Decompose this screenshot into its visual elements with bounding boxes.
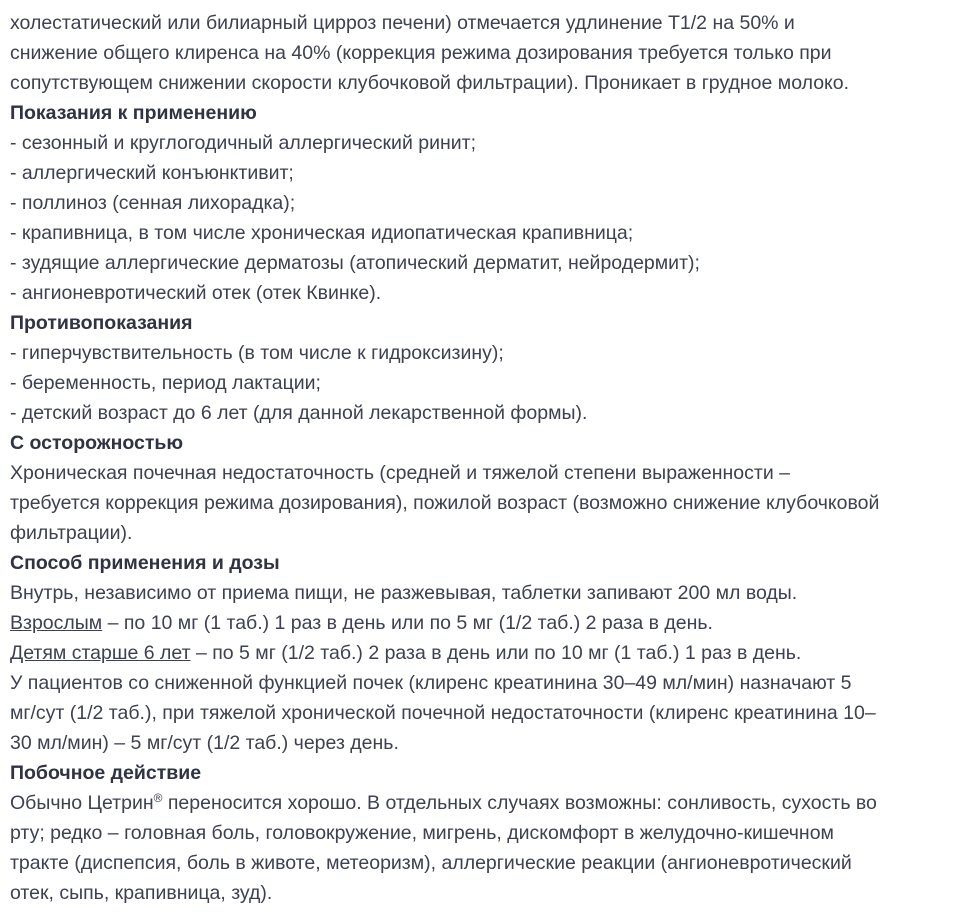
adults-label: Взрослым — [10, 612, 103, 634]
dosage-renal-line: 30 мл/мин) – 5 мг/сут (1/2 таб.) через день. — [10, 732, 399, 754]
indication-item: - крапивница, в том числе хроническая идиопатическая крапивница; — [10, 222, 634, 244]
caution-line: фильтрации). — [10, 522, 133, 544]
contraindication-item: - беременность, период лактации; — [10, 372, 321, 394]
caution-line: требуется коррекция режима дозирования), пожилой возраст (возможно снижение клубочковой — [10, 492, 880, 514]
indication-item: - поллиноз (сенная лихорадка); — [10, 192, 296, 214]
side-effects-line: тракте (диспепсия, боль в животе, метеоризм), аллергические реакции (ангионевротический — [10, 852, 852, 874]
registered-mark: ® — [153, 791, 163, 805]
dosage-adults — [10, 608, 955, 638]
document-page — [0, 8, 961, 915]
caution-line: Хроническая почечная недостаточность (средней и тяжелой степени выраженности – — [10, 462, 790, 484]
contraindication-item: - детский возраст до 6 лет (для данной лекарственной формы). — [10, 402, 588, 424]
children-text: – по 5 мг (1/2 таб.) 2 раза в день или по 10 мг (1 таб.) 1 раз в день. — [190, 642, 802, 664]
indication-item: - ангионевротический отек (отек Квинке). — [10, 282, 382, 304]
dosage-renal-line: мг/сут (1/2 таб.), при тяжелой хронической почечной недостаточности (клиренс креатинина 10– — [10, 702, 876, 724]
side-effects-line: рту; редко – головная боль, головокружение, мигрень, дискомфорт в желудочно-кишечном — [10, 822, 834, 844]
intro-line: снижение общего клиренса на 40% (коррекция режима дозирования требуется только при — [10, 42, 832, 64]
adults-text: – по 10 мг (1 таб.) 1 раз в день или по 5 мг (1/2 таб.) 2 раза в день. — [102, 612, 713, 634]
side-effects-text: Обычно Цетрин — [10, 792, 154, 814]
caution-heading: С осторожностью — [10, 432, 184, 454]
dosage-renal-line: У пациентов со сниженной функцией почек (клиренс креатинина 30–49 мл/мин) назначают 5 — [10, 672, 852, 694]
indication-item: - аллергический конъюнктивит; — [10, 162, 294, 184]
dosage-heading: Способ применения и дозы — [10, 552, 280, 574]
side-effects-line — [10, 788, 955, 818]
intro-line: холестатический или билиарный цирроз печени) отмечается удлинение T1/2 на 50% и — [10, 12, 795, 34]
side-effects-text: переносится хорошо. В отдельных случаях возможны: сонливость, сухость во — [162, 792, 877, 814]
dosage-children — [10, 638, 955, 668]
dosage-intro: Внутрь, независимо от приема пищи, не разжевывая, таблетки запивают 200 мл воды. — [10, 582, 798, 604]
intro-line: сопутствующем снижении скорости клубочковой фильтрации). Проникает в грудное молоко. — [10, 72, 850, 94]
contraindication-item: - гиперчувствительность (в том числе к гидроксизину); — [10, 342, 504, 364]
children-label: Детям старше 6 лет — [10, 642, 191, 664]
side-effects-line: отек, сыпь, крапивница, зуд). — [10, 882, 273, 904]
indications-heading: Показания к применению — [10, 102, 257, 124]
side-effects-heading: Побочное действие — [10, 762, 202, 784]
indication-item: - сезонный и круглогодичный аллергический ринит; — [10, 132, 477, 154]
indication-item: - зудящие аллергические дерматозы (атопический дерматит, нейродермит); — [10, 252, 700, 274]
contraindications-heading: Противопоказания — [10, 312, 193, 334]
